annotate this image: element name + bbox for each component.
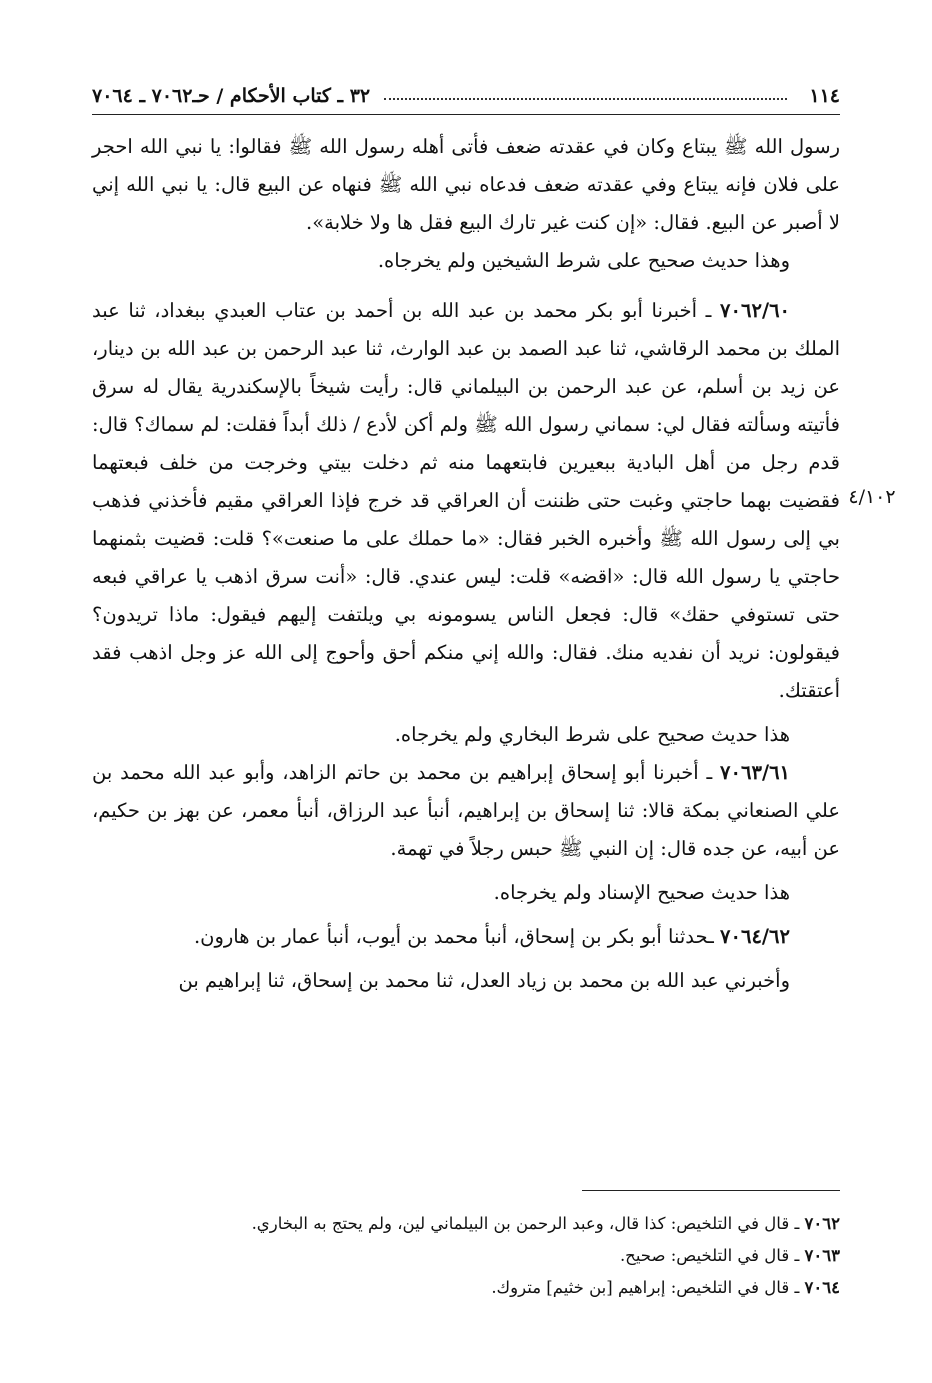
main-text: [92, 128, 840, 1000]
hadith-7064: [92, 918, 840, 956]
paragraph-text: وهذا حديث صحيح على شرط الشيخين ولم يخرجاه.: [377, 249, 790, 272]
paragraph-text: رسول الله ﷺ يبتاع وكان في عقدته ضعف فأتى أهله رسول الله ﷺ فقالوا: يا نبي الله احجر على فلان فإنه يبتاع وفي عقدته ضعف فدعاه نبي الله ﷺ فنهاه عن البيع قال: يا نبي الله إني لا أصبر عن البيع. فقال: «إن كنت غير تارك البيع فقل ها ولا خلابة».: [92, 135, 840, 234]
paragraph-text: وأخبرني عبد الله بن محمد بن زياد العدل، ثنا محمد بن إسحاق، ثنا إبراهيم بن: [178, 969, 790, 992]
footnote-number: ٧٠٦٤: [804, 1278, 840, 1297]
footnote-text: ـ قال في التلخيص: صحيح.: [619, 1246, 800, 1265]
footnote-divider: [582, 1190, 840, 1191]
paragraph-grading: [92, 242, 840, 280]
footnote-number: ٧٠٦٣: [804, 1246, 840, 1265]
paragraph-text: هذا حديث صحيح الإسناد ولم يخرجاه.: [493, 881, 790, 904]
hadith-number: ٧٠٦٣/٦١: [720, 761, 791, 784]
paragraph-grading: [92, 874, 840, 912]
paragraph-text: هذا حديث صحيح على شرط البخاري ولم يخرجاه.: [394, 723, 790, 746]
footnote-text: ـ قال في التلخيص: كذا قال، وعبد الرحمن بن البيلماني لين، ولم يحتج به البخاري.: [251, 1214, 800, 1233]
paragraph-text: ـ أخبرنا أبو إسحاق إبراهيم بن محمد بن حاتم الزاهد، وأبو عبد الله محمد بن علي الصنعاني بمكة قالا: ثنا إسحاق بن إبراهيم، أنبأ عبد الرزاق، أنبأ معمر، عن بهز بن حكيم، عن أبيه، عن جده قال: إن النبي ﷺ حبس رجلاً في تهمة.: [92, 761, 840, 860]
footnote-item: [92, 1272, 840, 1304]
margin-volume-page-note: ٤/١٠٢: [848, 486, 896, 508]
paragraph-text: ـ أخبرنا أبو بكر محمد بن عبد الله بن أحمد بن عتاب العبدي ببغداد، ثنا عبد الملك بن محمد الرقاشي، ثنا عبد الصمد بن عبد الوارث، ثنا عبد الرحمن بن عبد الله بن دينار، عن زيد بن أسلم، عن عبد الرحمن بن البيلماني قال: رأيت شيخاً بالإسكندرية يقال له سرق فأتيته وسألته فقال لي: سماني رسول الله ﷺ ولم أكن لأدع / ذلك أبداً فقلت: لم سماك؟ قال: قدم رجل من أهل البادية ببعيرين فابتعهما منه ثم دخلت بيتي وخرجت من خلف فبعتهما فقضيت بهما حاجتي وغبت حتى ظننت أن العراقي قد خرج فإذا العراقي مقيم فأخذني فذهب بي إلى رسول الله ﷺ وأخبره الخبر فقال: «ما حملك على ما صنعت»؟ قلت: قضيت بثمنهما حاجتي يا رسول الله قال: «اقضه» قلت: ليس عندي. قال: «أنت سرق اذهب يا عراقي فبعه حتى تستوفي حقك» قال: فجعل الناس يسومونه بي ويلتفت إليهم فيقول: ماذا تريدون؟ فيقولون: نريد أن نفديه منك. فقال: والله إني منكم أحق وأحوج إلى الله عز وجل اذهب فقد أعتقتك.: [92, 299, 840, 702]
header-dot-leader: [384, 98, 787, 100]
page-number: ١١٤: [809, 85, 840, 107]
hadith-7063: [92, 754, 840, 868]
paragraph-text: ـحدثنا أبو بكر بن إسحاق، أنبأ محمد بن أيوب، أنبأ عمار بن هارون.: [193, 925, 714, 948]
paragraph-grading: [92, 716, 840, 754]
hadith-number: ٧٠٦٤/٦٢: [720, 925, 790, 948]
running-header: [92, 78, 840, 115]
hadith-7062: [92, 292, 840, 710]
header-title: ٣٢ ـ كتاب الأحكام / حـ٧٠٦٢ ـ ٧٠٦٤: [92, 85, 371, 107]
footnote-number: ٧٠٦٢: [804, 1214, 840, 1233]
footnote-item: [92, 1240, 840, 1272]
footnote-text: ـ قال في التلخيص: إبراهيم [بن خثيم] متروك.: [491, 1278, 800, 1297]
footnotes: [92, 1208, 840, 1304]
hadith-number: ٧٠٦٢/٦٠: [720, 299, 791, 322]
paragraph-continuation: [92, 128, 840, 242]
footnote-item: [92, 1208, 840, 1240]
paragraph-chain: [92, 962, 840, 1000]
